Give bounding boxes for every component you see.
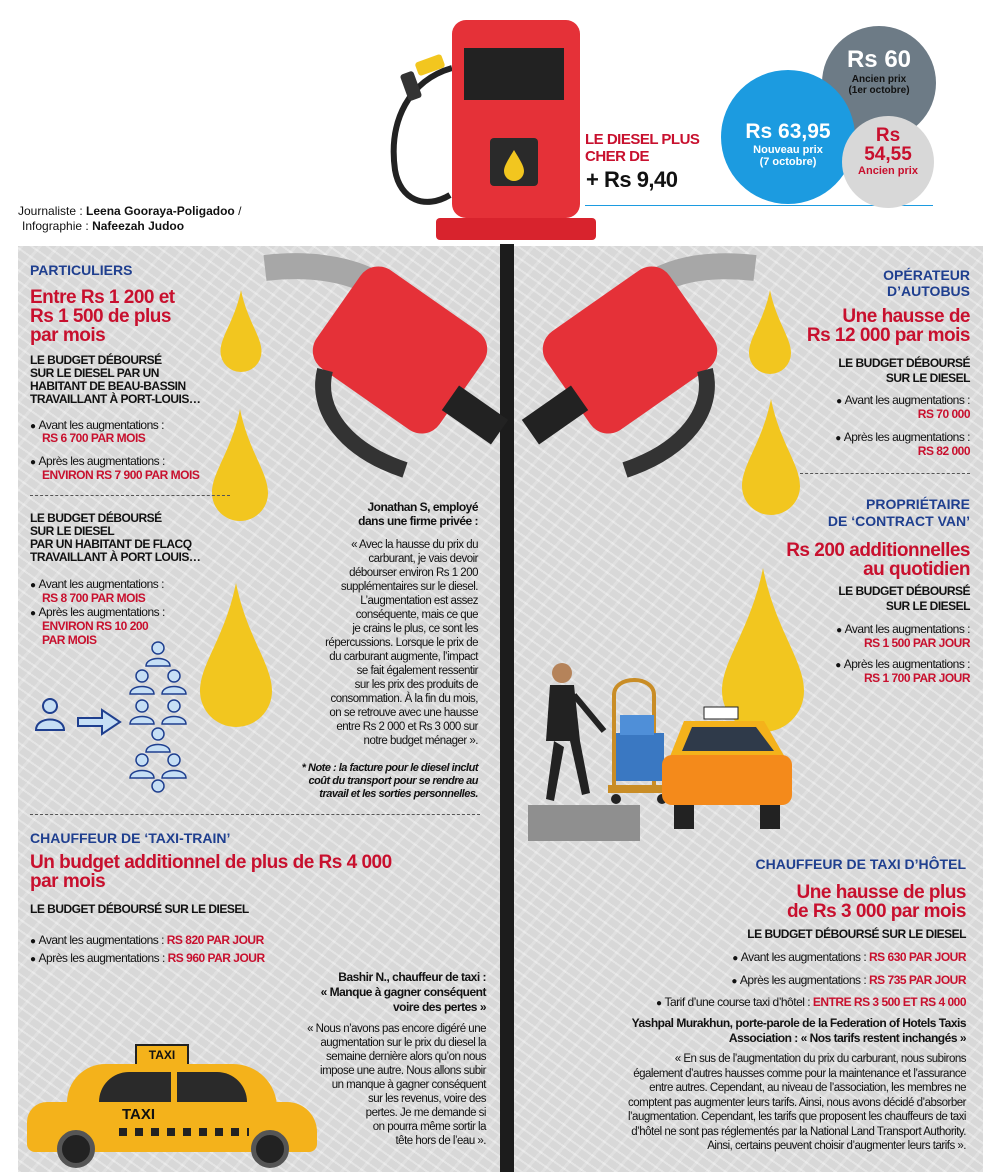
quote-line: travail et les sorties personnelles.	[319, 788, 478, 800]
yashpal-name	[530, 1016, 966, 1046]
taxi-train-after	[30, 951, 265, 967]
quote-line: entre autres. Cependant, au niveau de l’association, les membres ne	[649, 1082, 966, 1094]
contract-van-after-value: RS 1 700 PAR JOUR	[864, 671, 970, 685]
section-taxi-hotel: CHAUFFEUR DE TAXI D’HÔTEL	[755, 856, 966, 872]
before-label: Avant les augmentations :	[740, 950, 867, 964]
quote-line: coût du transport pour se rendre au	[308, 775, 478, 787]
pump-hose	[394, 68, 452, 202]
taxi-door-label: TAXI	[122, 1106, 156, 1123]
yashpal-quote	[524, 1052, 966, 1154]
taxi-hotel-after-value: RS 735 PAR JOUR	[869, 973, 966, 987]
pump-base	[436, 218, 596, 240]
after-label: Après les augmentations :	[739, 973, 867, 987]
autobus-after-value: RS 82 000	[917, 444, 970, 458]
contract-van-headline	[740, 541, 970, 579]
section-line: OPÉRATEUR	[883, 267, 970, 283]
taxi-checker-stripe	[119, 1128, 249, 1136]
taxi-hotel-label: LE BUDGET DÉBOURSÉ SUR LE DIESEL	[747, 927, 966, 941]
label-line: HABITANT DE BEAU-BASSIN	[30, 379, 186, 393]
headline-line: Une hausse de	[842, 306, 970, 327]
after-label: Après les augmentations :	[38, 951, 165, 965]
before-label: Avant les augmentations :	[844, 622, 970, 636]
taxi-train-label: LE BUDGET DÉBOURSÉ SUR LE DIESEL	[30, 902, 249, 916]
contract-van-before-value: RS 1 500 PAR JOUR	[864, 636, 970, 650]
label-line: LE BUDGET DÉBOURSÉ	[838, 356, 970, 370]
before-label: Avant les augmentations :	[844, 393, 970, 407]
quote-line: d’hôtel ne sont pas réglementés par la National Land Transport Authority.	[631, 1125, 966, 1138]
before-label: Avant les augmentations :	[38, 418, 164, 432]
label-line: PAR UN HABITANT DE FLACQ	[30, 537, 192, 551]
divider	[30, 814, 480, 815]
journalist-name: Leena Gooraya-Poligadoo	[86, 204, 235, 218]
quote-line: également d’autres hausses comme pour la maintenance et l’assurance	[633, 1067, 966, 1080]
taxi-hotel-headline	[700, 883, 966, 921]
pump-display	[464, 48, 564, 100]
nozzles-illustration	[255, 250, 775, 490]
old-price-currency: Rs	[875, 125, 901, 146]
jonathan-name	[300, 500, 478, 528]
label-line: SUR LE DIESEL PAR UN	[30, 366, 159, 380]
flacq-before-value: RS 8 700 PAR MOIS	[42, 591, 146, 605]
quote-line: l’augmentation. Cependant, les tarifs que proposent les chauffeurs de taxi	[627, 1111, 966, 1123]
name-line: Association : « Nos tarifs restent inchangés »	[728, 1031, 966, 1045]
label-line: LE BUDGET DÉBOURSÉ	[30, 511, 162, 525]
bullet-icon: ●	[835, 433, 841, 444]
old-price-label: Ancien prix	[858, 165, 918, 177]
bashir-name	[260, 970, 486, 1015]
label-line: TRAVAILLANT À PORT LOUIS…	[30, 550, 201, 564]
quote-line: « Avec la hausse du prix du	[351, 539, 478, 551]
section-autobus	[800, 267, 970, 299]
quote-line: carburant, je vais devoir	[368, 553, 478, 565]
taxi-wheel	[57, 1130, 95, 1168]
bullet-icon: ●	[732, 953, 738, 964]
label-line: LE BUDGET DÉBOURSÉ	[838, 584, 970, 598]
taxi-roof-sign: TAXI	[135, 1044, 189, 1066]
taxi-hotel-fare-value: ENTRE RS 3 500 ET RS 4 000	[812, 995, 966, 1009]
beau-bassin-after-value: ENVIRON RS 7 900 PAR MOIS	[42, 468, 200, 482]
value-line: PAR MOIS	[42, 633, 97, 647]
quote-line: répercussions. Lorsque le prix de	[325, 637, 478, 649]
hotel-taxi-illustration	[524, 655, 794, 845]
fuel-drop-icon	[212, 400, 268, 530]
flacq-label	[30, 512, 200, 564]
journalist-label: Journaliste :	[18, 204, 87, 218]
new-price-date: (7 octobre)	[759, 156, 817, 168]
quote-line: pertes. Je me demande si	[365, 1107, 486, 1119]
old-price-value: 54,55	[864, 144, 912, 165]
after-label: Après les augmentations :	[38, 454, 165, 468]
quote-title-line: « Manque à gagner conséquent	[320, 985, 486, 999]
bullet-icon: ●	[30, 608, 36, 619]
jonathan-quote	[276, 538, 478, 748]
taxi-hotel-after	[600, 973, 966, 989]
taxi-train-after-value: RS 960 PAR JOUR	[167, 951, 265, 965]
after-label: Après les augmentations :	[38, 605, 165, 619]
sidewalk	[528, 805, 640, 841]
taxi-hotel-before-value: RS 630 PAR JOUR	[869, 950, 966, 964]
section-contract-van	[780, 496, 970, 530]
quote-line: * Note : la facture pour le diesel inclut	[301, 762, 478, 774]
fuel-pump-illustration	[380, 10, 610, 250]
quote-line: du carburant augmente, l’impact	[329, 651, 478, 663]
section-line: D’AUTOBUS	[887, 283, 970, 299]
fuel-drop-icon	[200, 560, 272, 750]
price-increase: + Rs 9,40	[586, 167, 678, 192]
section-line: PROPRIÉTAIRE	[866, 496, 970, 512]
headline-line: Une hausse de plus	[796, 882, 966, 903]
before-label: Avant les augmentations :	[38, 933, 164, 947]
label-line: TRAVAILLANT À PORT-LOUIS…	[30, 392, 201, 406]
fare-label: Tarif d’une course taxi d’hôtel :	[664, 995, 811, 1009]
orange-taxi-icon	[662, 707, 792, 829]
old-price-oct-date: (1er octobre)	[848, 85, 910, 96]
headline-line: au quotidien	[863, 559, 970, 580]
name-line: Jonathan S, employé	[367, 500, 478, 514]
section-taxi-train: CHAUFFEUR DE ‘TAXI-TRAIN’	[30, 830, 231, 846]
particuliers-headline	[30, 288, 175, 345]
headline-line: Rs 1 500 de plus	[30, 306, 171, 327]
bullet-icon: ●	[731, 976, 737, 987]
quote-line: notre budget ménager ».	[363, 735, 478, 747]
quote-line: se fait également ressentir	[356, 665, 478, 677]
bullet-icon: ●	[655, 998, 662, 1009]
bullet-icon: ●	[30, 580, 36, 591]
quote-line: impose une autre. Nous allons subir	[320, 1065, 486, 1077]
quote-line: sur les prix des produits de	[354, 679, 478, 691]
headline-line: par mois	[30, 871, 106, 892]
bullet-icon: ●	[836, 396, 842, 407]
quote-line: conséquente, mais ce que	[355, 609, 478, 621]
bullet-icon: ●	[835, 660, 841, 671]
credits-separator: /	[234, 204, 242, 218]
autobus-label	[800, 356, 970, 386]
taxi-hotel-fare	[540, 995, 966, 1011]
arrow-right-icon	[78, 710, 120, 734]
right-nozzle-icon	[522, 258, 726, 470]
old-price-oct-value: Rs 60	[846, 46, 912, 73]
bullet-icon: ●	[30, 936, 36, 947]
taxi-train-before	[30, 933, 264, 949]
new-price-label: Nouveau prix	[753, 144, 823, 156]
taxi-train-before-value: RS 820 PAR JOUR	[166, 933, 264, 947]
after-label: Après les augmentations :	[843, 657, 970, 671]
quote-line: tête hors de l’eau ».	[395, 1135, 486, 1147]
divider	[800, 473, 970, 474]
taxi-train-headline	[30, 853, 392, 891]
quote-title-line: voire des pertes »	[392, 1000, 486, 1014]
yellow-taxi-icon	[27, 1040, 327, 1170]
old-price-oct-label: Ancien prix	[851, 74, 907, 85]
taxi-wheel	[251, 1130, 289, 1168]
credits	[18, 204, 241, 234]
bullet-icon: ●	[836, 625, 842, 636]
name-line: Bashir N., chauffeur de taxi :	[338, 970, 486, 984]
contract-van-label	[800, 584, 970, 614]
left-nozzle-icon	[304, 258, 508, 470]
headline-line: de Rs 3 000 par mois	[786, 901, 966, 922]
after-label: Après les augmentations :	[843, 430, 970, 444]
bullet-icon: ●	[30, 421, 36, 432]
label-line: SUR LE DIESEL	[885, 371, 970, 385]
headline-line: Un budget additionnel de plus de Rs 4 000	[30, 852, 392, 873]
luggage-cart-icon	[608, 680, 668, 804]
quote-line: sur les revenus, voire des	[367, 1093, 486, 1105]
quote-line: consommation. À la fin du mois,	[330, 693, 478, 705]
headline-line: Rs 12 000 par mois	[806, 325, 970, 346]
label-line: SUR LE DIESEL	[885, 599, 970, 613]
headline-line: Rs 200 additionnelles	[786, 540, 970, 561]
headline-line-2: CHER DE	[585, 148, 650, 165]
label-line: SUR LE DIESEL	[30, 524, 115, 538]
quote-line: L’augmentation est assez	[360, 595, 478, 607]
name-line: Yashpal Murakhun, porte-parole de la Federation of Hotels Taxis	[631, 1016, 966, 1030]
name-line: dans une firme privée :	[358, 514, 478, 528]
quote-line: débourser environ Rs 1 200	[349, 567, 478, 579]
headline-line: par mois	[30, 325, 106, 346]
infographic-label: Infographie :	[22, 219, 93, 233]
quote-line: augmentation sur le prix du diesel la	[320, 1037, 486, 1049]
infographic-name: Nafeezah Judoo	[92, 219, 185, 233]
taxi-hotel-before	[600, 950, 966, 966]
porter-icon	[546, 663, 604, 801]
quote-line: on se retrouve avec une hausse	[329, 707, 478, 719]
quote-line: « Nous n’avons pas encore digéré une	[307, 1023, 486, 1035]
fuel-drop-icon	[219, 290, 263, 372]
section-line: DE ‘CONTRACT VAN’	[827, 513, 970, 529]
beau-bassin-before-value: RS 6 700 PAR MOIS	[42, 431, 146, 445]
new-price-bubble	[721, 70, 855, 204]
label-line: LE BUDGET DÉBOURSÉ	[30, 353, 162, 367]
headline-line: Entre Rs 1 200 et	[30, 287, 175, 308]
quote-line: je crains le plus, ce sont les	[352, 623, 478, 635]
quote-line: semaine dernière alors qu’on nous	[326, 1051, 486, 1063]
section-particuliers: PARTICULIERS	[30, 262, 133, 278]
quote-line: comptent pas augmenter leurs tarifs. Ainsi, nous avons décidé d’absorber	[628, 1096, 966, 1109]
headline-diesel	[585, 131, 699, 165]
before-label: Avant les augmentations :	[38, 577, 164, 591]
jonathan-note	[262, 762, 478, 801]
quote-line: entre Rs 2 000 et Rs 3 000 sur	[336, 721, 478, 733]
value-line: ENVIRON RS 10 200	[42, 619, 149, 633]
autobus-headline	[770, 307, 970, 345]
pump-nozzle-icon	[400, 54, 446, 102]
quote-line: Ainsi, certains peuvent choisir d’augmenter leurs tarifs ».	[707, 1140, 966, 1152]
bullet-icon: ●	[30, 954, 36, 965]
quote-line: on pourra même sortir la	[372, 1121, 486, 1133]
bullet-icon: ●	[30, 457, 36, 468]
headline-line-1: LE DIESEL PLUS	[585, 131, 700, 148]
quote-line: « En sus de l’augmentation du prix du carburant, nous subirons	[674, 1053, 966, 1065]
beau-bassin-label	[30, 354, 200, 406]
new-price-value: Rs 63,95	[745, 120, 831, 143]
autobus-before-value: RS 70 000	[917, 407, 970, 421]
quote-line: un manque à gagner conséquent	[331, 1079, 486, 1091]
old-price-bubble	[842, 116, 934, 208]
divider	[30, 495, 230, 496]
people-network-icon	[30, 636, 200, 800]
quote-line: supplémentaires sur le diesel.	[340, 581, 478, 593]
